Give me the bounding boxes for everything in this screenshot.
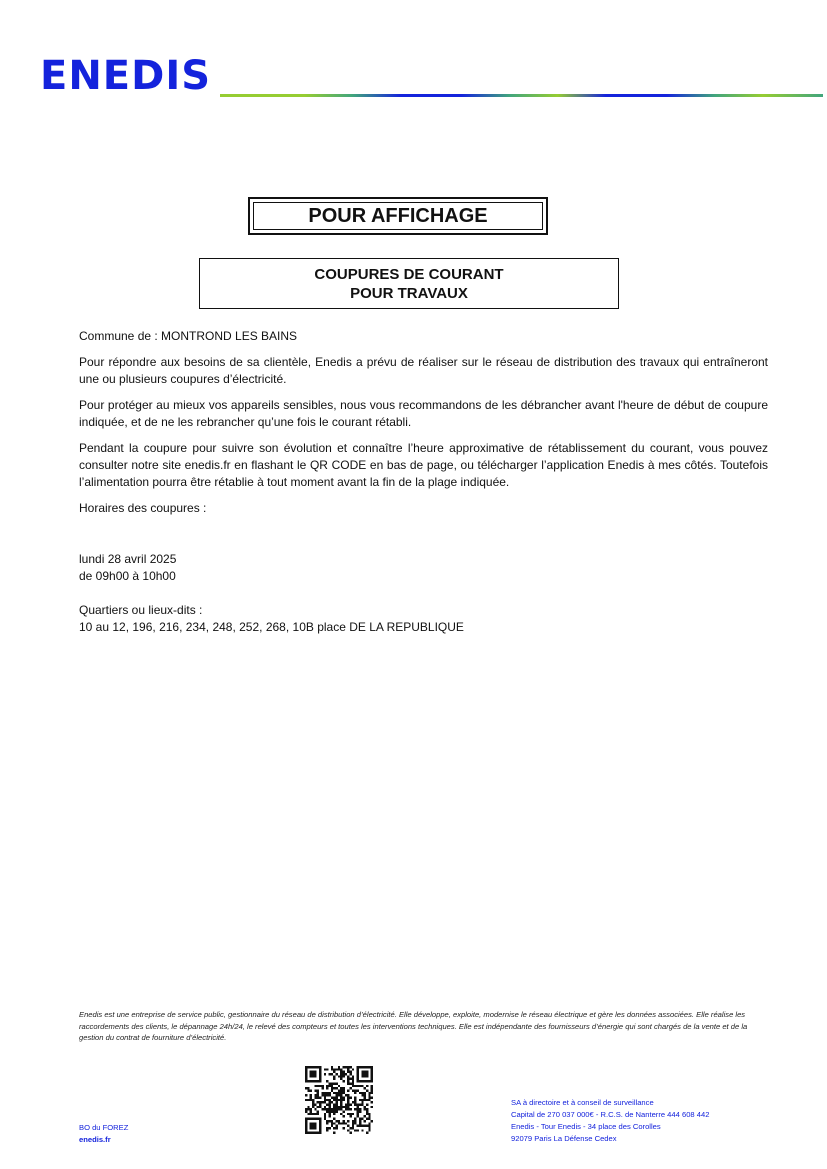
company-info-line-1: SA à directoire et à conseil de surveillance	[511, 1098, 654, 1107]
schedule-label: Horaires des coupures :	[79, 501, 207, 515]
footer-left	[79, 1122, 128, 1146]
notice-body	[79, 328, 768, 636]
legal-notice: Enedis est une entreprise de service public, gestionnaire du réseau de distribution d’électricité. Elle développe, exploite, modernise le réseau électrique et gère les données associées. Elle réalise les raccordements des clients, le dépannage 24h/24, le relevé des compteurs et toutes les interventions techniques. Elle est indépendante des fournisseurs d’énergie qui sont chargés de la vente et de la gestion du contrat de fourniture d’électricité.	[79, 1010, 748, 1042]
subject-box	[199, 258, 619, 309]
website-link[interactable]: enedis.fr	[79, 1135, 111, 1144]
paragraph-intro: Pour répondre aux besoins de sa clientèle, Enedis a prévu de réaliser sur le réseau de distribution des travaux qui entraîneront une ou plusieurs coupures d’électricité.	[79, 355, 768, 386]
districts-list: 10 au 12, 196, 216, 234, 248, 252, 268, 10B place DE LA REPUBLIQUE	[79, 620, 464, 634]
company-info-line-4: 92079 Paris La Défense Cedex	[511, 1134, 617, 1143]
regional-office: BO du FOREZ	[79, 1123, 129, 1132]
outage-date: lundi 28 avril 2025	[79, 552, 177, 566]
brand-stripe	[220, 94, 823, 97]
paragraph-tracking: Pendant la coupure pour suivre son évolution et connaître l’heure approximative de rétablissement du courant, vous pouvez consulter notre site enedis.fr en flashant le QR CODE en bas de page, ou télécharger l’application Enedis à mes côtés. Toutefois l’alimentation pourra être rétablie à tout moment avant la fin de la plage indiquée.	[79, 441, 768, 489]
districts-label: Quartiers ou lieux-dits :	[79, 603, 203, 617]
enedis-logo: ENEDIS	[40, 53, 212, 99]
paragraph-advice: Pour protéger au mieux vos appareils sensibles, nous vous recommandons de les débrancher avant l'heure de début de coupure indiquée, et de ne les rebrancher qu’une fois le courant rétabli.	[79, 398, 768, 429]
company-info-line-2: Capital de 270 037 000€ - R.C.S. de Nanterre 444 608 442	[511, 1110, 710, 1119]
commune-line: Commune de : MONTROND LES BAINS	[79, 329, 298, 343]
subject-line-1: COUPURES DE COURANT	[314, 265, 504, 283]
subject-line-2: POUR TRAVAUX	[350, 284, 468, 302]
display-title: POUR AFFICHAGE	[253, 202, 543, 230]
company-info	[511, 1097, 709, 1145]
qr-code-icon[interactable]	[305, 1066, 373, 1134]
display-title-box	[248, 197, 548, 235]
company-info-line-3: Enedis - Tour Enedis - 34 place des Corolles	[511, 1122, 661, 1131]
outage-time-range: de 09h00 à 10h00	[79, 569, 176, 583]
